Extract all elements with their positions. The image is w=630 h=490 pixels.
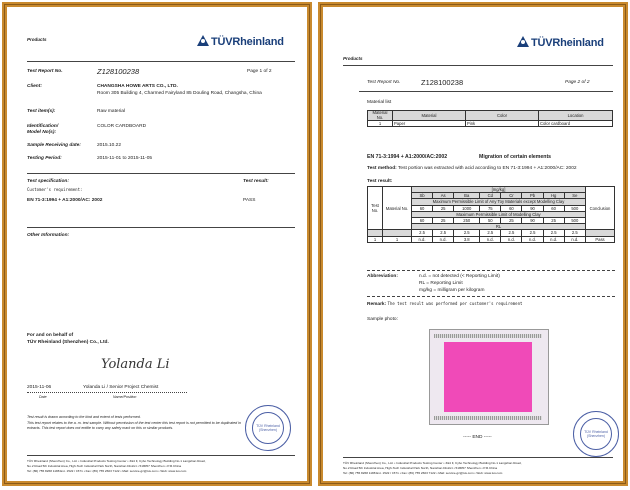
result-row bbox=[368, 236, 615, 242]
sample-photo bbox=[429, 329, 549, 425]
divider bbox=[27, 173, 295, 174]
sign-date: 2015-11-06 bbox=[27, 385, 52, 390]
limit-cell: 25 bbox=[433, 205, 454, 211]
test-method: Test method: Test portion was extracted with acid according to EN 71-3:1994 + A1:2000/AC: 2002 bbox=[367, 166, 577, 171]
limit-toy-label: Maximum Permissible Limit of Any Toy Materials except Modelling Clay bbox=[412, 199, 586, 205]
footer-line-1: TÜV Rheinland (Shenzhen) Co., Ltd. • Industrial Products Testing Center • 3&4 F, Cybo Technology Building No.1 Langshan Road, bbox=[27, 459, 206, 463]
mat-header-no: Material No. bbox=[368, 111, 393, 121]
page-number: Page 2 of 2 bbox=[565, 80, 590, 85]
end-marker: ----- END ----- bbox=[463, 435, 492, 440]
tuv-triangle-icon bbox=[197, 35, 209, 46]
result-cell: n.d. bbox=[412, 236, 433, 242]
limit-cell: 75 bbox=[480, 205, 501, 211]
limit-cell: 500 bbox=[564, 205, 585, 211]
model-label: Model No(s): bbox=[27, 130, 57, 135]
rl-cell: 2.5 bbox=[564, 230, 585, 236]
rl-cell: 2.5 bbox=[543, 230, 564, 236]
limit-cell: 25 bbox=[501, 217, 522, 223]
sample-photo-label: Sample photo: bbox=[367, 317, 398, 322]
divider bbox=[367, 296, 615, 297]
test-spec-label: Test specification: bbox=[27, 179, 69, 184]
limit-clay-label: Maximum Permissible Limit of Modelling Clay bbox=[412, 211, 586, 217]
testing-period-label: Testing Period: bbox=[27, 156, 62, 161]
limit-cell: 250 bbox=[454, 217, 480, 223]
report-no-label: Test Report No. bbox=[27, 69, 63, 74]
testing-period-value: 2015-11-01 to 2015-11-05 bbox=[97, 156, 153, 161]
result-cell: n.d. bbox=[543, 236, 564, 242]
footer-line-1: TÜV Rheinland (Shenzhen) Co., Ltd. • Industrial Products Testing Center • 3&4 F, Cybo Technology Building No.1 Langshan Road, bbox=[343, 461, 522, 465]
report-no-label: Test Report No. bbox=[367, 80, 401, 85]
divider bbox=[27, 227, 295, 228]
rl-cell: 2.5 bbox=[412, 230, 433, 236]
company-seal: TÜV Rheinland (Shenzhen) bbox=[245, 405, 291, 451]
unit-header: [mg/kg] bbox=[412, 187, 586, 193]
rl-cell: 2.5 bbox=[501, 230, 522, 236]
limit-cell: 60 bbox=[501, 205, 522, 211]
mat-cell: Pink bbox=[466, 121, 539, 127]
element-cell: Sb bbox=[412, 193, 433, 199]
col-test-no: Test No. bbox=[368, 187, 383, 230]
test-spec-value: EN 71-3:1994 + A1:2000/AC: 2002 bbox=[27, 198, 103, 203]
client-name: CHANGSHA HOWE ARTS CO., LTD. bbox=[97, 84, 178, 89]
result-cell: 3.8 bbox=[454, 236, 480, 242]
result-cell: Pass bbox=[586, 236, 615, 242]
result-cell: n.d. bbox=[433, 236, 454, 242]
pink-cardboard-sample bbox=[444, 342, 532, 412]
report-page-2 bbox=[318, 2, 628, 486]
limit-cell: 60 bbox=[543, 205, 564, 211]
mat-cell: 1 bbox=[368, 121, 393, 127]
tuv-logo: TÜVRheinland bbox=[197, 35, 284, 48]
limit-cell: 60 bbox=[412, 217, 433, 223]
element-cell: Cd bbox=[480, 193, 501, 199]
client-label: Client: bbox=[27, 84, 42, 89]
divider bbox=[367, 270, 615, 271]
element-cell: Se bbox=[564, 193, 585, 199]
company-seal: TÜV Rheinland (Shenzhen) bbox=[573, 411, 619, 457]
signature: Yolanda Li bbox=[101, 357, 170, 372]
disclaimer-2: This test report relates to the a. m. test sample. Without permission of the test center this test report is not permitted to be duplicated in extracts. This test report does not entitle to carry any safety mark on this or similar products. bbox=[27, 421, 241, 430]
col-conclusion: Conclusion bbox=[586, 187, 615, 230]
tuv-triangle-icon bbox=[517, 36, 529, 47]
name-caption: Name/Position bbox=[113, 395, 137, 399]
abbreviation-label: Abbreviation: bbox=[367, 274, 398, 279]
behalf-line-2: TÜV Rheinland (Shenzhen) Co., Ltd. bbox=[27, 340, 109, 345]
receiving-date-value: 2015.10.22 bbox=[97, 143, 122, 148]
result-cell: 1 bbox=[368, 236, 383, 242]
report-no: Z128100238 bbox=[97, 67, 140, 76]
mat-cell: Paper bbox=[393, 121, 466, 127]
abbreviation-2: RL = Reporting Limit bbox=[419, 281, 463, 286]
standard-title: EN 71-3:1994 + A1:2000/AC:2002 bbox=[367, 154, 448, 160]
ruler-top bbox=[434, 334, 542, 338]
report-no: Z128100238 bbox=[421, 78, 464, 87]
test-result-value: PASS bbox=[243, 198, 256, 203]
divider bbox=[343, 457, 613, 458]
limit-cell: 500 bbox=[564, 217, 585, 223]
rl-cell: 2.5 bbox=[454, 230, 480, 236]
sign-name: Yolanda Li / Senior Project Chemist bbox=[83, 385, 159, 390]
element-cell: Pb bbox=[522, 193, 543, 199]
test-result-label: Test result: bbox=[367, 179, 393, 184]
receiving-date-label: Sample Receiving date: bbox=[27, 143, 81, 148]
result-cell: n.d. bbox=[564, 236, 585, 242]
identification-value: COLOR CARDBOARD bbox=[97, 124, 147, 129]
material-list-title: Material list bbox=[367, 100, 392, 105]
result-cell: 1 bbox=[383, 236, 412, 242]
limit-cell: 90 bbox=[522, 205, 543, 211]
result-cell: n.d. bbox=[522, 236, 543, 242]
limit-cell: 60 bbox=[412, 205, 433, 211]
divider bbox=[27, 61, 295, 62]
footer-line-3: Tel: (86) 755 8268 1188 Ext. 1522 / 1571 • Fax: (86) 755 2603 7122 • Mail: service-gz@tuv.com • Web: www.tuv.com bbox=[343, 471, 503, 475]
footer-line-2: No.2 Road 5th Industrial Area, High-Tech Industrial Park North, Nanshan District • 518057 Shenzhen • P.R.China bbox=[343, 466, 498, 470]
limit-cell: 25 bbox=[543, 217, 564, 223]
products-label: Products bbox=[27, 37, 47, 42]
element-cell: Ba bbox=[454, 193, 480, 199]
element-cell: Hg bbox=[543, 193, 564, 199]
date-caption: Date bbox=[39, 395, 47, 399]
divider bbox=[343, 65, 613, 66]
report-page-1 bbox=[2, 2, 312, 486]
test-items-label: Test item(s): bbox=[27, 109, 56, 114]
mat-header-location: Location bbox=[539, 111, 613, 121]
limit-cell: 50 bbox=[480, 217, 501, 223]
customer-requirement: Customer's requirement: bbox=[27, 187, 83, 192]
rl-cell: 2.5 bbox=[522, 230, 543, 236]
limit-cell: 1000 bbox=[454, 205, 480, 211]
result-cell: n.d. bbox=[480, 236, 501, 242]
col-material-no: Material No. bbox=[383, 187, 412, 230]
other-info-label: Other Information: bbox=[27, 233, 70, 238]
disclaimer-1: Test result is drawn according to the kind and extent of tests performed. bbox=[27, 415, 141, 419]
mat-header-material: Material bbox=[393, 111, 466, 121]
identification-label: Identification/ bbox=[27, 124, 59, 129]
result-table bbox=[367, 186, 615, 243]
ruler-bottom bbox=[434, 416, 542, 420]
limit-cell: 25 bbox=[433, 217, 454, 223]
element-cell: Cr bbox=[501, 193, 522, 199]
test-result-label: Test result: bbox=[243, 179, 269, 184]
tuv-logo: TÜVRheinland bbox=[517, 36, 604, 49]
material-table bbox=[367, 110, 613, 127]
footer-line-2: No.2 Road 5th Industrial Area, High-Tech Industrial Park North, Nanshan District • 518057 Shenzhen • P.R.China bbox=[27, 464, 182, 468]
element-cell: As bbox=[433, 193, 454, 199]
mat-cell: Color cardboard bbox=[539, 121, 613, 127]
signature-line bbox=[27, 392, 187, 393]
behalf-line-1: For and on behalf of bbox=[27, 333, 74, 338]
divider bbox=[27, 455, 295, 456]
mat-header-color: Color bbox=[466, 111, 539, 121]
rl-label: RL bbox=[412, 224, 586, 230]
page-number: Page 1 of 2 bbox=[247, 69, 272, 74]
rl-cell: 2.5 bbox=[480, 230, 501, 236]
client-address: Room 305 Building 4, Charmed Fairyland 85 Douling Road, Changsha, China bbox=[97, 91, 262, 96]
limit-cell: 90 bbox=[522, 217, 543, 223]
products-label: Products bbox=[343, 56, 363, 61]
divider bbox=[359, 91, 613, 92]
abbreviation-1: n.d. = not detected (< Reporting Limit) bbox=[419, 274, 500, 279]
standard-subtitle: Migration of certain elements bbox=[479, 154, 552, 160]
test-items-value: Raw material bbox=[97, 109, 125, 114]
footer-line-3: Tel: (86) 755 8268 1188 Ext. 1522 / 1571 • Fax: (86) 755 2603 7122 • Mail: service-gz@tuv.com • Web: www.tuv.com bbox=[27, 469, 187, 473]
rl-cell: 2.5 bbox=[433, 230, 454, 236]
abbreviation-3: mg/kg = milligram per kilogram bbox=[419, 288, 485, 293]
result-cell: n.d. bbox=[501, 236, 522, 242]
remark: Remark: The test result was performed per customer's requirement bbox=[367, 301, 523, 307]
